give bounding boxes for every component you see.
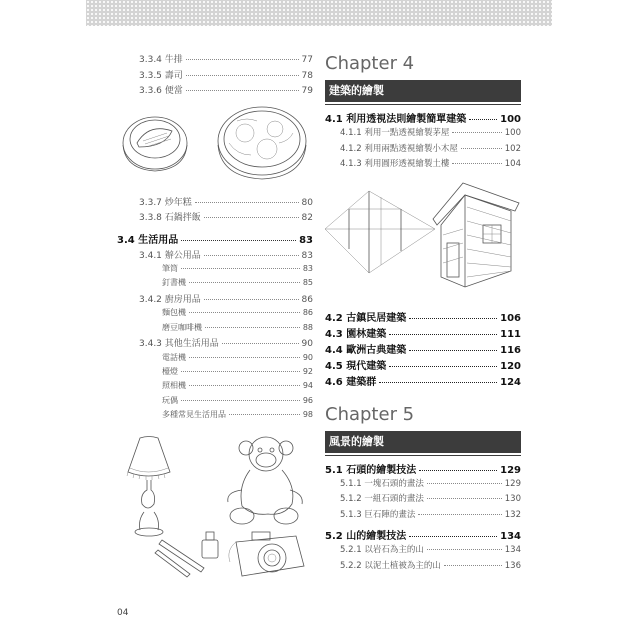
toc-entry[interactable] [325,142,521,158]
entry-label: 3.4.3 其他生活用品 [139,339,219,350]
entry-label: 電話機 [162,352,186,362]
section-label: 4.5 現代建築 [325,360,387,372]
entry-page: 129 [504,478,521,489]
toc-subentry[interactable] [117,395,313,409]
leader-dots [181,240,296,241]
entry-label: 3.4.1 辦公用品 [139,250,201,261]
toc-section-entry[interactable] [325,309,521,325]
toc-entry[interactable] [325,508,521,524]
entry-label: 4.1.3 利用圓形透視繪製土樓 [340,159,450,169]
toc-subentry[interactable] [117,352,313,366]
leader-dots [427,483,502,484]
entry-label: 磨豆咖啡機 [162,322,202,332]
leader-dots [379,382,497,383]
entry-label: 3.3.4 牛排 [139,55,183,65]
entry-page: 80 [301,197,313,208]
toc-entry[interactable] [117,210,313,226]
leader-dots [204,299,299,300]
leader-dots [204,255,299,256]
leader-dots [189,357,300,358]
entry-label: 3.3.7 炒年糕 [139,197,192,208]
entry-label: 玩偶 [162,395,178,405]
leader-dots [186,90,299,91]
toc-section-entry[interactable] [325,527,521,543]
entry-page: 79 [301,86,313,96]
entry-page: 85 [302,278,313,288]
entry-page: 136 [504,560,521,571]
leader-dots [189,282,300,283]
section-page: 116 [500,344,521,356]
entry-page: 83 [301,250,313,261]
section-page: 134 [500,531,521,542]
leader-dots [469,119,497,120]
section-page: 111 [500,328,521,340]
section-page: 124 [500,376,521,388]
ink-bottle-drawing [202,532,218,558]
page-number: 04 [117,608,129,618]
entry-page: 98 [302,410,313,420]
toc-right-column [325,52,521,574]
table-lamp-drawing [127,437,170,537]
bento-illustration [117,103,313,189]
section-label: 5.2 山的繪製技法 [325,531,407,542]
toc-entry[interactable] [117,336,313,352]
leader-dots [452,163,501,164]
toc-section-entry[interactable] [325,373,521,389]
entry-label: 5.1.2 一組石頭的畫法 [340,494,424,504]
entry-label: 3.3.5 壽司 [139,70,183,81]
entry-label: 照相機 [162,381,186,391]
chapter5-title: Chapter 5 [325,403,415,425]
toc-entry[interactable] [325,543,521,559]
toc-entry[interactable] [117,83,313,99]
toc-subentry[interactable] [117,366,313,380]
two-point-perspective-drawing [325,191,435,273]
entry-page: 100 [504,128,521,138]
leader-dots [409,318,497,319]
section-label: 4.1 利用透視法則繪製簡單建築 [325,114,467,125]
leader-dots [181,268,300,269]
leader-dots [186,59,299,60]
leader-dots [461,148,502,149]
entry-label: 4.1.1 利用一點透視繪製茅屋 [340,128,450,138]
toc-section-entry[interactable] [325,325,521,341]
entry-page: 82 [301,213,313,223]
large-bento-box-drawing [218,107,306,179]
leader-dots [205,327,300,328]
section-label: 4.2 古鎮民居建築 [325,312,407,324]
toc-section-entry[interactable] [325,341,521,357]
entry-page: 90 [301,339,313,350]
toc-entry[interactable] [117,292,313,308]
section-label: 5.1 石頭的繪製技法 [325,464,417,476]
leader-dots [419,470,497,471]
section-label: 3.4 生活用品 [117,234,179,246]
fountain-pen-drawing [155,540,204,577]
entry-label: 3.3.6 便當 [139,86,183,96]
camera-drawing [229,532,304,576]
toc-entry[interactable] [117,68,313,84]
entry-label: 5.2.1 以岩石為主的山 [340,545,424,555]
entry-page: 78 [301,70,313,81]
leader-dots [389,334,497,335]
toc-subentry[interactable] [117,409,313,423]
chapter4-heading-bar: 建築的繪製 [325,80,521,102]
section-page: 129 [500,464,521,476]
entry-label: 麵包機 [162,308,186,318]
leader-dots [229,414,300,415]
leader-dots [452,132,501,133]
entry-page: 96 [302,395,313,405]
section-label: 4.4 歐洲古典建築 [325,344,407,356]
entry-label: 檯燈 [162,366,178,376]
chapter5-heading-bar: 風景的繪製 [325,431,521,453]
leader-dots [189,385,300,386]
architecture-illustration [325,177,521,301]
leader-dots [204,217,299,218]
leader-dots [189,312,300,313]
small-bento-box-drawing [123,117,187,171]
leader-dots [222,343,299,344]
leader-dots [409,350,497,351]
toc-entry[interactable] [117,52,313,68]
toc-entry[interactable] [325,559,521,575]
household-items-illustration [118,432,323,590]
entry-page: 94 [302,381,313,391]
entry-page: 90 [302,352,313,362]
entry-page: 77 [301,55,313,65]
leader-dots [186,75,299,76]
section-page: 106 [500,312,521,324]
toc-entry[interactable] [325,477,521,493]
toc-subentry[interactable] [117,322,313,336]
leader-dots [181,371,300,372]
entry-label: 5.1.1 一塊石頭的畫法 [340,478,424,489]
toc-entry[interactable] [325,492,521,508]
monkey-plush-drawing [228,437,302,524]
leader-dots [181,400,300,401]
toc-entry[interactable] [325,126,521,142]
entry-page: 102 [504,143,521,154]
entry-page: 88 [302,322,313,332]
entry-page: 83 [302,264,313,273]
section-page: 83 [299,234,313,246]
entry-label: 3.4.2 廚房用品 [139,294,201,305]
leader-dots [427,549,502,550]
entry-label: 筆筒 [162,264,178,273]
entry-page: 86 [302,308,313,318]
toc-subentry[interactable] [117,263,313,277]
section-label: 4.6 建築群 [325,376,377,388]
entry-page: 134 [504,545,521,555]
entry-label: 3.3.8 石鍋拌飯 [139,213,201,223]
leader-dots [195,202,299,203]
section-page: 100 [500,114,521,125]
toc-subentry[interactable] [117,307,313,321]
toc-entry[interactable] [117,195,313,211]
toc-left-column [117,52,313,424]
entry-label: 多種常見生活用品 [162,410,226,420]
entry-label: 4.1.2 利用兩點透視繪製小木屋 [340,143,458,154]
entry-page: 130 [504,494,521,504]
leader-dots [389,366,497,367]
leader-dots [409,536,497,537]
leader-dots [427,498,502,499]
toc-section-entry[interactable] [117,231,313,248]
entry-label: 5.1.3 巨石陣的畫法 [340,509,416,520]
toc-section-entry[interactable] [325,110,521,126]
section-page: 120 [500,360,521,372]
toc-entry[interactable] [325,157,521,173]
entry-label: 5.2.2 以泥土植被為主的山 [340,560,441,571]
toc-subentry[interactable] [117,277,313,291]
entry-page: 92 [302,366,313,376]
entry-page: 86 [301,294,313,305]
toc-entry[interactable] [117,248,313,264]
leader-dots [418,514,501,515]
toc-subentry[interactable] [117,380,313,394]
entry-page: 104 [504,159,521,169]
wooden-cabin-drawing [433,183,519,287]
entry-label: 釘書機 [162,278,186,288]
entry-page: 132 [504,509,521,520]
chapter4-title: Chapter 4 [325,53,415,74]
section-label: 4.3 園林建築 [325,328,387,340]
header-pattern-band [86,0,552,26]
toc-section-entry[interactable] [325,357,521,373]
leader-dots [444,565,502,566]
toc-section-entry[interactable] [325,461,521,477]
